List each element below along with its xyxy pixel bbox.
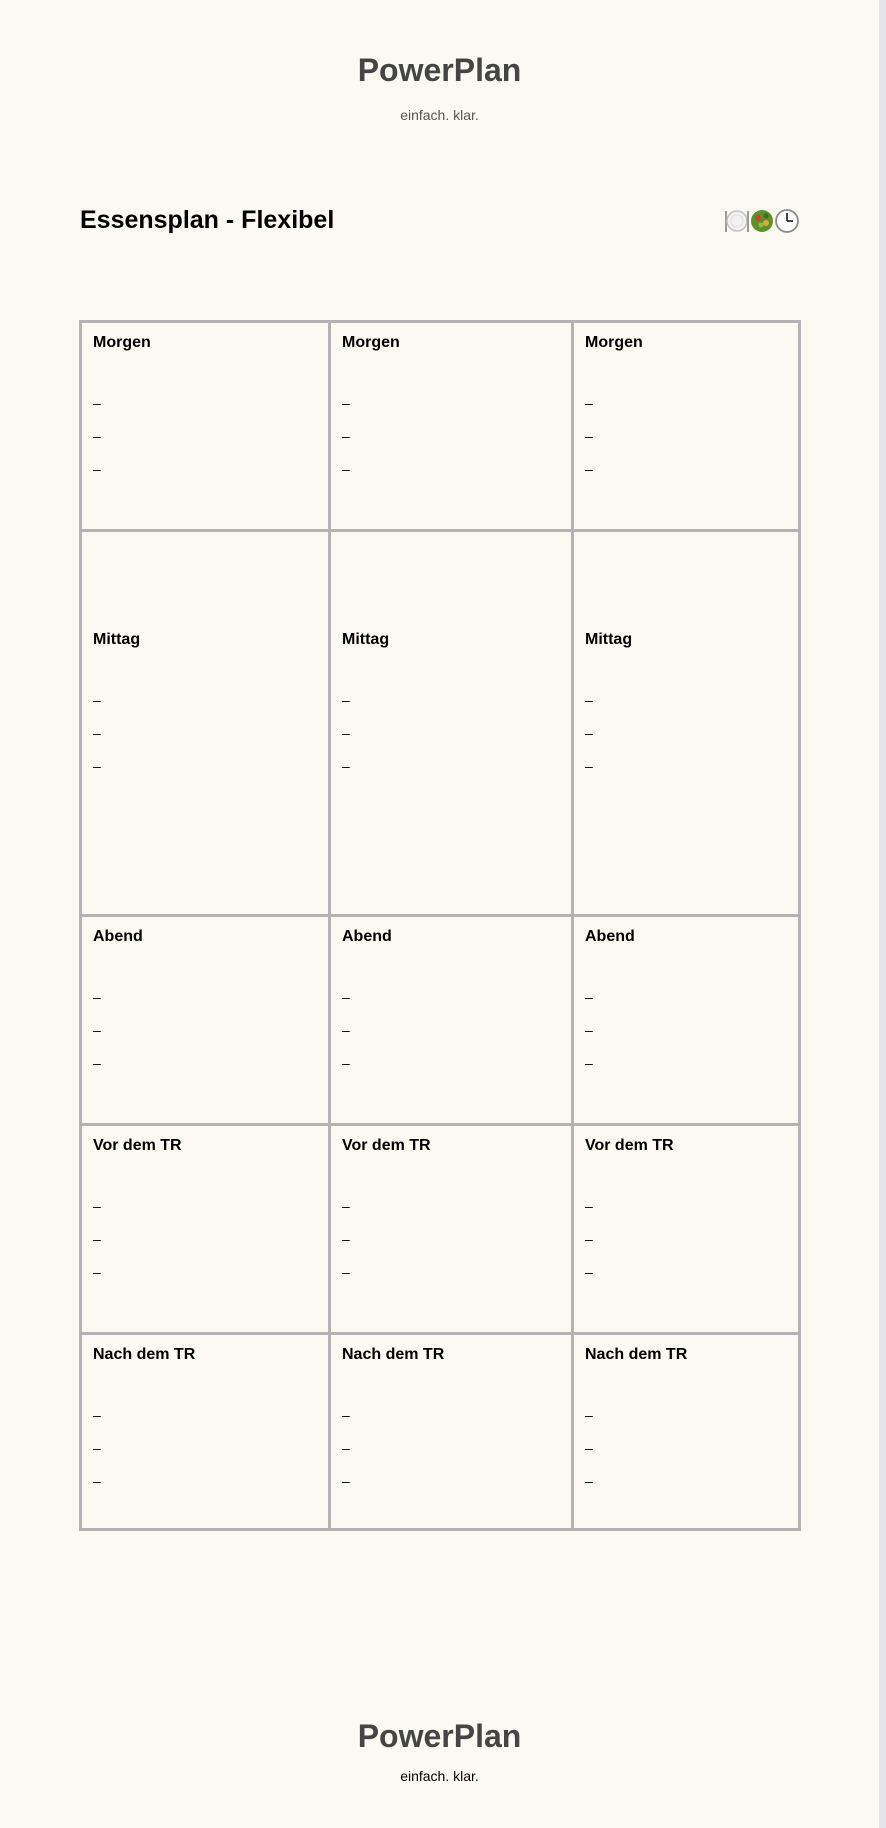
meal-entry-line: – (342, 461, 350, 477)
meal-entry-line: – (93, 692, 101, 708)
plan-cell (331, 532, 571, 914)
plan-cell-content (342, 1126, 431, 1289)
plan-cell-content (93, 917, 143, 1080)
plan-cell-content (342, 532, 389, 783)
meal-slot-heading: Vor dem TR (342, 1137, 431, 1154)
meal-entry-list (585, 387, 643, 486)
meal-entry-list (93, 1399, 195, 1498)
plan-cell (331, 1335, 571, 1528)
meal-slot-heading: Mittag (342, 631, 390, 648)
meal-entry-list (585, 1190, 674, 1289)
meal-entry-line: – (585, 395, 593, 411)
meal-entry-line: – (342, 1231, 350, 1247)
meal-entry-list (93, 1190, 182, 1289)
plan-cell (331, 917, 571, 1123)
page-title: Essensplan - Flexibel (80, 206, 335, 234)
meal-slot-heading: Morgen (93, 334, 151, 351)
meal-entry-line: – (585, 1473, 593, 1489)
salad-icon (751, 210, 773, 232)
meal-slot-heading: Abend (585, 928, 635, 945)
plan-cell-content (93, 323, 151, 486)
scrollbar-track[interactable] (879, 0, 886, 1828)
plan-cell-content (585, 323, 643, 486)
meal-entry-list (93, 387, 151, 486)
meal-entry-line: – (93, 1473, 101, 1489)
meal-entry-line: – (93, 1264, 101, 1280)
meal-entry-list (342, 1190, 431, 1289)
meal-entry-list (93, 684, 140, 783)
clock-icon (776, 210, 798, 232)
plan-cell (82, 532, 328, 914)
meal-entry-list (585, 1399, 687, 1498)
meal-entry-line: – (342, 1473, 350, 1489)
meal-entry-list (342, 684, 389, 783)
meal-entry-list (342, 1399, 444, 1498)
meal-entry-list (585, 981, 635, 1080)
header-brand: PowerPlan (357, 52, 522, 88)
meal-entry-line: – (585, 1198, 593, 1214)
plan-cell (82, 917, 328, 1123)
meal-entry-line: – (342, 1264, 350, 1280)
meal-entry-line: – (585, 428, 593, 444)
meal-slot-heading: Nach dem TR (585, 1346, 688, 1363)
plan-cell (574, 1335, 798, 1528)
meal-slot-heading: Abend (93, 928, 143, 945)
meal-entry-list (585, 684, 632, 783)
meal-entry-line: – (93, 395, 101, 411)
meal-entry-line: – (93, 1231, 101, 1247)
meal-entry-line: – (93, 725, 101, 741)
plan-cell-content (585, 1335, 687, 1498)
meal-entry-line: – (342, 1022, 350, 1038)
meal-entry-line: – (93, 461, 101, 477)
meal-plan-table (79, 320, 801, 1531)
plan-cell (574, 532, 798, 914)
meal-entry-line: – (585, 1264, 593, 1280)
plan-cell (82, 323, 328, 529)
header-tagline: einfach. klar. (400, 107, 479, 123)
meal-entry-line: – (585, 692, 593, 708)
meal-entry-list (342, 387, 400, 486)
meal-entry-line: – (342, 758, 350, 774)
meal-entry-line: – (342, 1407, 350, 1423)
footer-tagline: einfach. klar. (400, 1768, 479, 1784)
meal-entry-line: – (585, 1440, 593, 1456)
plan-cell-content (342, 1335, 444, 1498)
plan-cell-content (93, 532, 140, 783)
meal-entry-line: – (585, 758, 593, 774)
plan-cell (331, 1126, 571, 1332)
plan-cell-content (342, 917, 392, 1080)
meal-entry-line: – (93, 758, 101, 774)
meal-slot-heading: Abend (342, 928, 392, 945)
meal-entry-line: – (342, 1055, 350, 1071)
meal-entry-line: – (93, 428, 101, 444)
plan-cell-content (585, 532, 632, 783)
meal-entry-line: – (585, 1231, 593, 1247)
plan-cell-content (93, 1126, 182, 1289)
meal-entry-line: – (342, 1198, 350, 1214)
footer-brand: PowerPlan (357, 1718, 522, 1754)
plan-cell (82, 1126, 328, 1332)
plan-cell (331, 323, 571, 529)
meal-entry-line: – (585, 1022, 593, 1038)
meal-entry-line: – (93, 1198, 101, 1214)
meal-entry-line: – (342, 1440, 350, 1456)
title-icons (724, 208, 800, 234)
meal-entry-line: – (342, 692, 350, 708)
meal-entry-line: – (342, 395, 350, 411)
meal-entry-list (93, 981, 143, 1080)
meal-entry-line: – (93, 1022, 101, 1038)
meal-entry-line: – (93, 1440, 101, 1456)
meal-entry-line: – (93, 1407, 101, 1423)
plan-cell-content (585, 917, 635, 1080)
meal-slot-heading: Mittag (585, 631, 633, 648)
meal-slot-heading: Vor dem TR (93, 1137, 182, 1154)
plan-cell-content (342, 323, 400, 486)
meal-entry-line: – (585, 725, 593, 741)
meal-slot-heading: Nach dem TR (342, 1346, 445, 1363)
meal-slot-heading: Nach dem TR (93, 1346, 196, 1363)
plan-cell (574, 1126, 798, 1332)
meal-entry-line: – (585, 1055, 593, 1071)
meal-entry-line: – (93, 989, 101, 1005)
plan-cell-content (585, 1126, 674, 1289)
plan-cell (574, 917, 798, 1123)
plan-cell (574, 323, 798, 529)
meal-entry-line: – (93, 1055, 101, 1071)
plate-cutlery-icon (726, 211, 748, 232)
meal-slot-heading: Mittag (93, 631, 141, 648)
plan-cell (82, 1335, 328, 1528)
meal-slot-heading: Vor dem TR (585, 1137, 674, 1154)
plan-cell-content (93, 1335, 195, 1498)
meal-slot-heading: Morgen (585, 334, 643, 351)
meal-slot-heading: Morgen (342, 334, 400, 351)
meal-entry-line: – (585, 1407, 593, 1423)
meal-entry-line: – (585, 989, 593, 1005)
meal-entry-line: – (342, 428, 350, 444)
meal-entry-line: – (342, 725, 350, 741)
meal-entry-list (342, 981, 392, 1080)
meal-entry-line: – (342, 989, 350, 1005)
meal-entry-line: – (585, 461, 593, 477)
